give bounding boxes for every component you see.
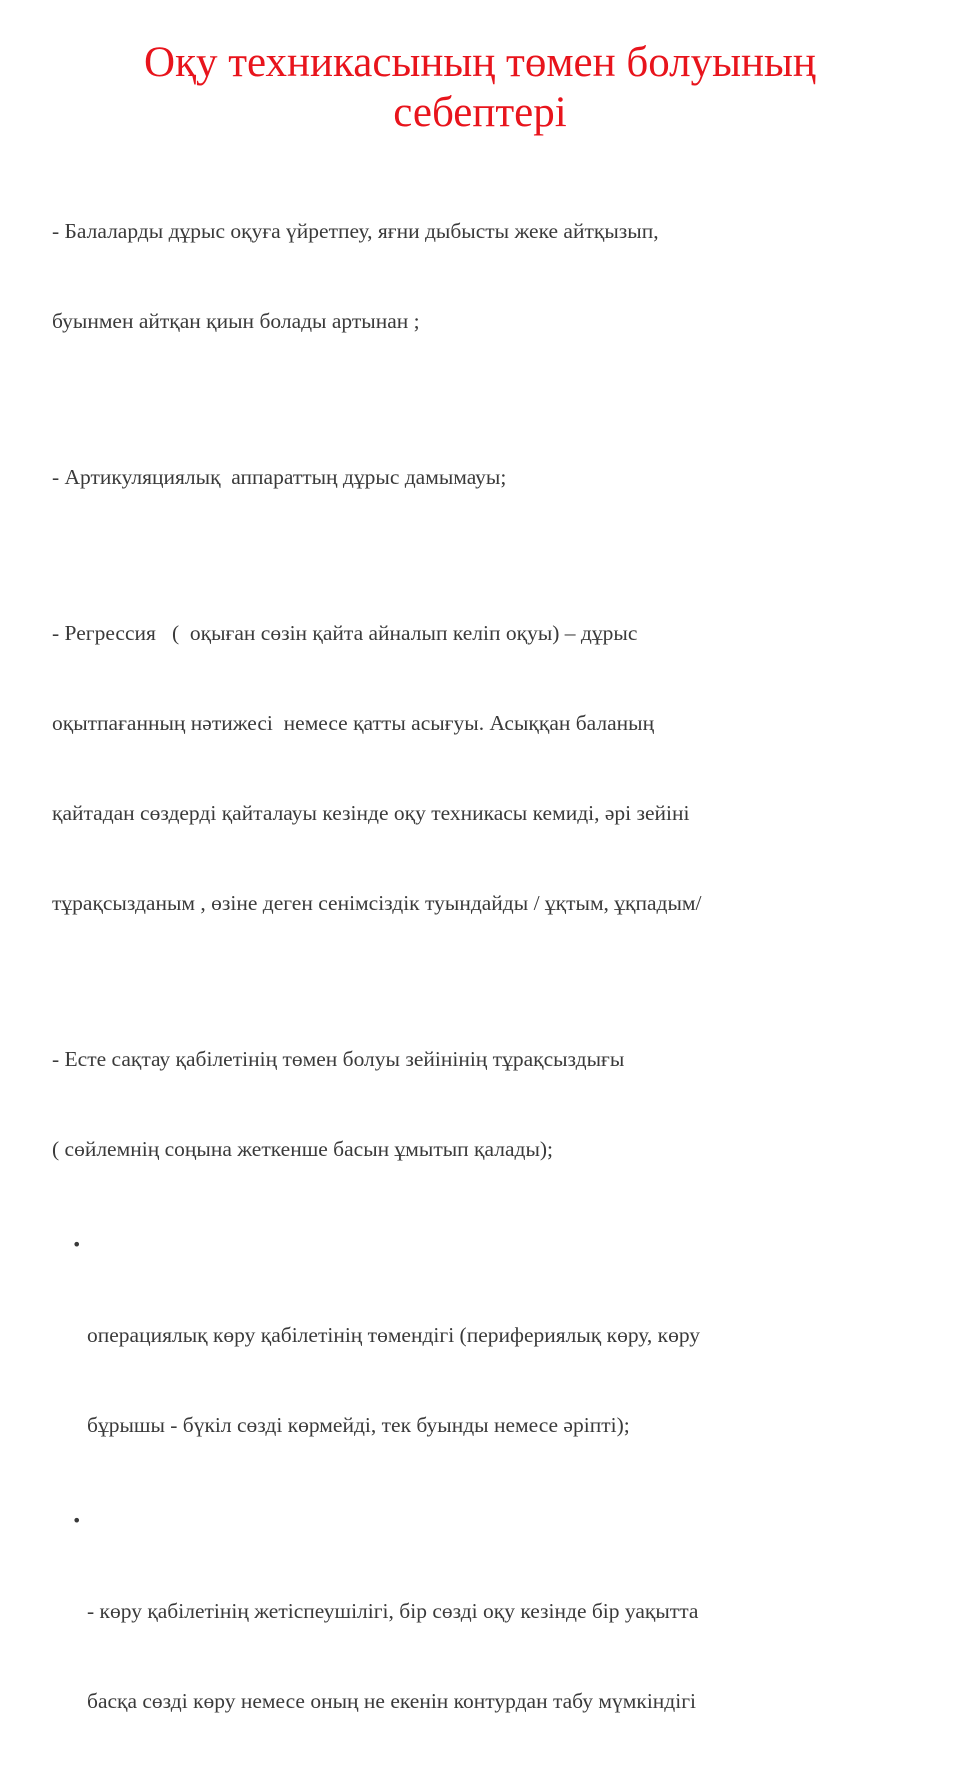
bullet-line: басқа сөзді көру немесе оның не екенін контурдан табу мүмкіндігі [87, 1689, 697, 1713]
bullet-item [52, 1506, 902, 1776]
body-paragraph [52, 984, 902, 1224]
paragraph-line: - Есте сақтау қабілетінің төмен болуы зейінінің тұрақсыздығы [52, 1047, 625, 1071]
body-paragraph [52, 558, 902, 978]
slide-title [60, 38, 900, 138]
bullet-dot-icon: • [72, 1235, 82, 1254]
paragraph-line: қайтадан сөздерді қайталауы кезінде оқу техникасы кемиді, әрі зейіні [52, 801, 690, 825]
bullet-line: бұрышы - бүкіл сөзді көрмейді, тек буынды немесе әріпті); [87, 1413, 630, 1437]
body-paragraph [52, 402, 902, 552]
paragraph-line: - Регрессия ( оқыған сөзін қайта айналып келіп оқуы) – дұрыс [52, 621, 638, 645]
bullet-line: операциялық көру қабілетінің төмендігі (перифериялық көру, көру [87, 1323, 701, 1347]
paragraph-line: тұрақсызданым , өзіне деген сенімсіздік туындайды / ұқтым, ұқпадым/ [52, 891, 702, 915]
bullet-item [52, 1230, 902, 1500]
paragraph-line: ( сөйлемнің соңына жеткенше басын ұмытып қалады); [52, 1137, 554, 1161]
paragraph-line: - Артикуляциялық аппараттың дұрыс дамымауы; [52, 465, 507, 489]
slide-title-line: Оқу техникасының төмен болуының [144, 39, 816, 86]
paragraph-line: - Балаларды дұрыс оқуға үйретпеу, яғни дыбысты жеке айтқызып, [52, 219, 659, 243]
slide-body [52, 156, 902, 1782]
bullet-dot-icon: • [72, 1511, 82, 1530]
bullet-line: - көру қабілетінің жетіспеушілігі, бір сөзді оқу кезінде бір уақытта [87, 1599, 699, 1623]
paragraph-line: оқытпағанның нәтижесі немесе қатты асығуы. Асыққан баланың [52, 711, 655, 735]
body-paragraph [52, 156, 902, 396]
slide-title-line: себептері [393, 89, 567, 136]
paragraph-line: буынмен айтқан қиын болады артынан ; [52, 309, 420, 333]
